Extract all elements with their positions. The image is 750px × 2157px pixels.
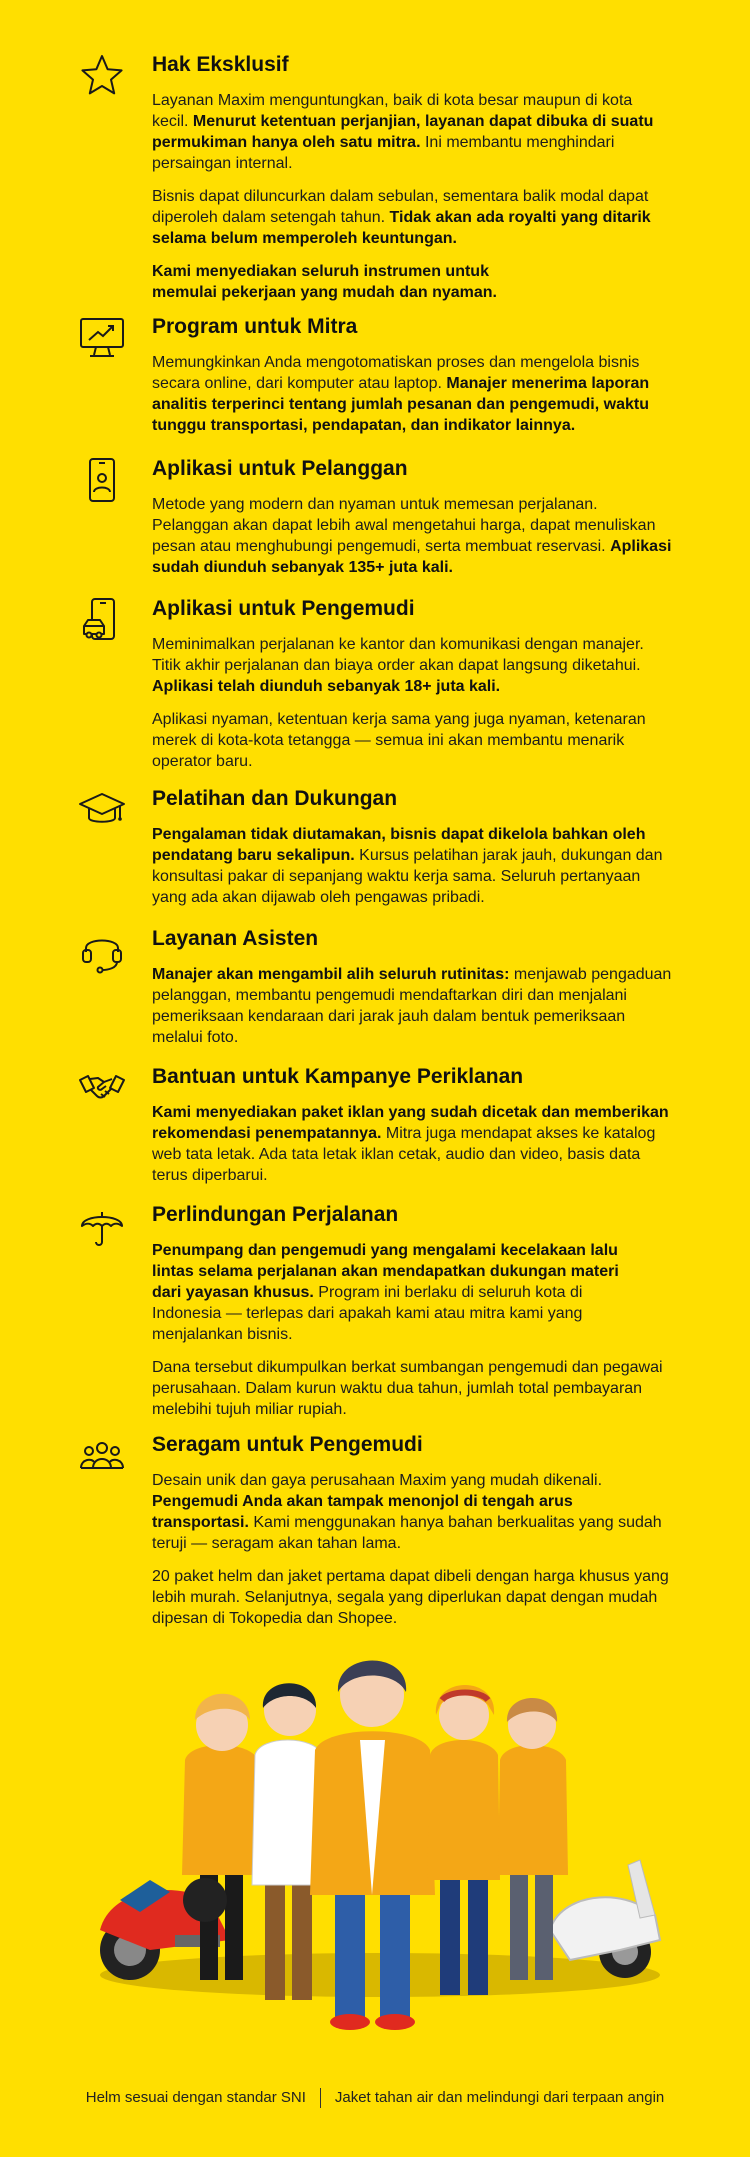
section-paragraph [152,494,672,578]
emphasis-text: Aplikasi telah diunduh sebanyak 18+ juta kali. [152,678,501,695]
body-text: Memungkinkan Anda mengotomatiskan proses dan mengelola bisnis secara online, dari komputer atau laptop. [152,354,640,392]
emphasis-text: Tidak akan ada royalti yang ditarik selama belum memperoleh keuntungan. [152,209,651,247]
section-paragraph [152,1357,672,1420]
section-title: Aplikasi untuk Pelanggan [152,457,408,480]
drivers-illustration [80,1630,680,2040]
body-text: Program ini berlaku di seluruh kota di Indonesia — terlepas dari apakah kami atau mitra kami yang menjalankan bisnis. [152,1284,583,1343]
section-title: Hak Eksklusif [152,53,289,76]
section-title: Program untuk Mitra [152,315,358,338]
smartphone-car-icon [78,596,126,644]
section-paragraph [152,1240,622,1345]
footer-captions [0,2088,750,2108]
smartphone-user-icon [78,456,126,504]
emphasis-text: Pengemudi Anda akan tampak menonjol di tengah arus transportasi. [152,1493,573,1531]
umbrella-icon [78,1202,126,1250]
body-text: Bisnis dapat diluncurkan dalam sebulan, sementara balik modal dapat diperoleh dalam setengah tahun. [152,188,649,226]
body-text: Aplikasi nyaman, ketentuan kerja sama yang juga nyaman, ketenaran merek di kota-kota tetangga — semua ini akan membantu menarik operator baru. [152,711,646,770]
driver-figure-4 [427,1685,500,1995]
body-text: Layanan Maxim menguntungkan, baik di kota besar maupun di kota kecil. [152,92,633,130]
section-title: Layanan Asisten [152,927,319,950]
section-title: Seragam untuk Pengemudi [152,1433,423,1456]
section-paragraph [152,709,672,772]
emphasis-text: Penumpang dan pengemudi yang mengalami kecelakaan lalu lintas selama perjalanan akan mendapatkan dukungan materi dari yayasan khusus. [152,1242,619,1301]
section-paragraph [152,1102,672,1186]
emphasis-text: Manajer menerima laporan analitis terperinci tentang jumlah pesanan dan pengemudi, waktu tunggu transportasi, pendapatan, dan indikator lainnya. [152,375,650,434]
body-text: Metode yang modern dan nyaman untuk memesan perjalanan. Pelanggan akan dapat lebih awal mengetahui harga, dapat menuliskan pesan atau menghubungi pengemudi, serta membuat reservasi. [152,496,656,555]
body-text: Desain unik dan gaya perusahaan Maxim yang mudah dikenali. [152,1472,603,1489]
section-paragraph [152,352,672,436]
people-group-icon [78,1432,126,1480]
body-text: 20 paket helm dan jaket pertama dapat dibeli dengan harga khusus yang lebih murah. Selanjutnya, segala yang diperlukan dapat dengan mudah dipesan di Tokopedia dan Shopee. [152,1568,669,1627]
section-title: Perlindungan Perjalanan [152,1203,399,1226]
section-paragraph [152,90,672,174]
emphasis-text: Kami menyediakan seluruh instrumen untuk memulai pekerjaan yang mudah dan nyaman. [152,263,497,301]
section-paragraph [152,186,672,249]
section-title: Pelatihan dan Dukungan [152,787,398,810]
section-paragraph [152,824,672,908]
emphasis-text: Kami menyediakan paket iklan yang sudah dicetak dan memberikan rekomendasi penempatannya. [152,1104,669,1142]
emphasis-text: Menurut ketentuan perjanjian, layanan dapat dibuka di suatu permukiman hanya oleh satu mitra. [152,113,654,151]
section-title: Bantuan untuk Kampanye Periklanan [152,1065,524,1088]
body-text: Mitra juga mendapat akses ke katalog web tata letak. Ada tata letak iklan cetak, audio dan video, basis data terus diperbarui. [152,1125,656,1184]
emphasis-text: Manajer akan mengambil alih seluruh rutinitas: [152,966,510,983]
jacket-caption: Jaket tahan air dan melindungi dari terpaan angin [334,2089,665,2106]
emphasis-text: Aplikasi sudah diunduh sebanyak 135+ juta kali. [152,538,672,576]
graduation-cap-icon [78,786,126,834]
section-paragraph [152,1566,672,1629]
section-paragraph [152,964,672,1048]
body-text: Kami menggunakan hanya bahan berkualitas yang sudah teruji — seragam akan tahan lama. [152,1514,662,1552]
handshake-icon [78,1064,126,1112]
body-text: Meminimalkan perjalanan ke kantor dan komunikasi dengan manajer. Titik akhir perjalanan dan biaya order akan dapat langsung diketahui. [152,636,644,674]
emphasis-text: Pengalaman tidak diutamakan, bisnis dapat dikelola bahkan oleh pendatang baru sekalipun. [152,826,646,864]
body-text: Dana tersebut dikumpulkan berkat sumbangan pengemudi dan pegawai perusahaan. Dalam kurun waktu dua tahun, jumlah total pembayaran melebihi tujuh miliar rupiah. [152,1359,663,1418]
caption-divider [320,2088,321,2108]
section-paragraph [152,261,512,303]
monitor-chart-icon [78,314,126,362]
section-paragraph [152,1470,672,1554]
body-text: Ini membantu menghindari persaingan internal. [152,134,615,172]
body-text: Kursus pelatihan jarak jauh, dukungan dan konsultasi pakar di sepanjang waktu kerja sama. Seluruh pertanyaan yang ada akan dijawab oleh pengawas pribadi. [152,847,663,906]
section-title: Aplikasi untuk Pengemudi [152,597,415,620]
headset-icon [78,926,126,974]
star-icon [78,52,126,100]
helmet-caption: Helm sesuai dengan standar SNI [85,2089,306,2106]
section-paragraph [152,634,672,697]
body-text: menjawab pengaduan pelanggan, membantu pengemudi mendaftarkan diri dan menjalani pemeriksaan kendaraan dari jarak jauh dalam bentuk pemeriksaan melalui foto. [152,966,672,1046]
